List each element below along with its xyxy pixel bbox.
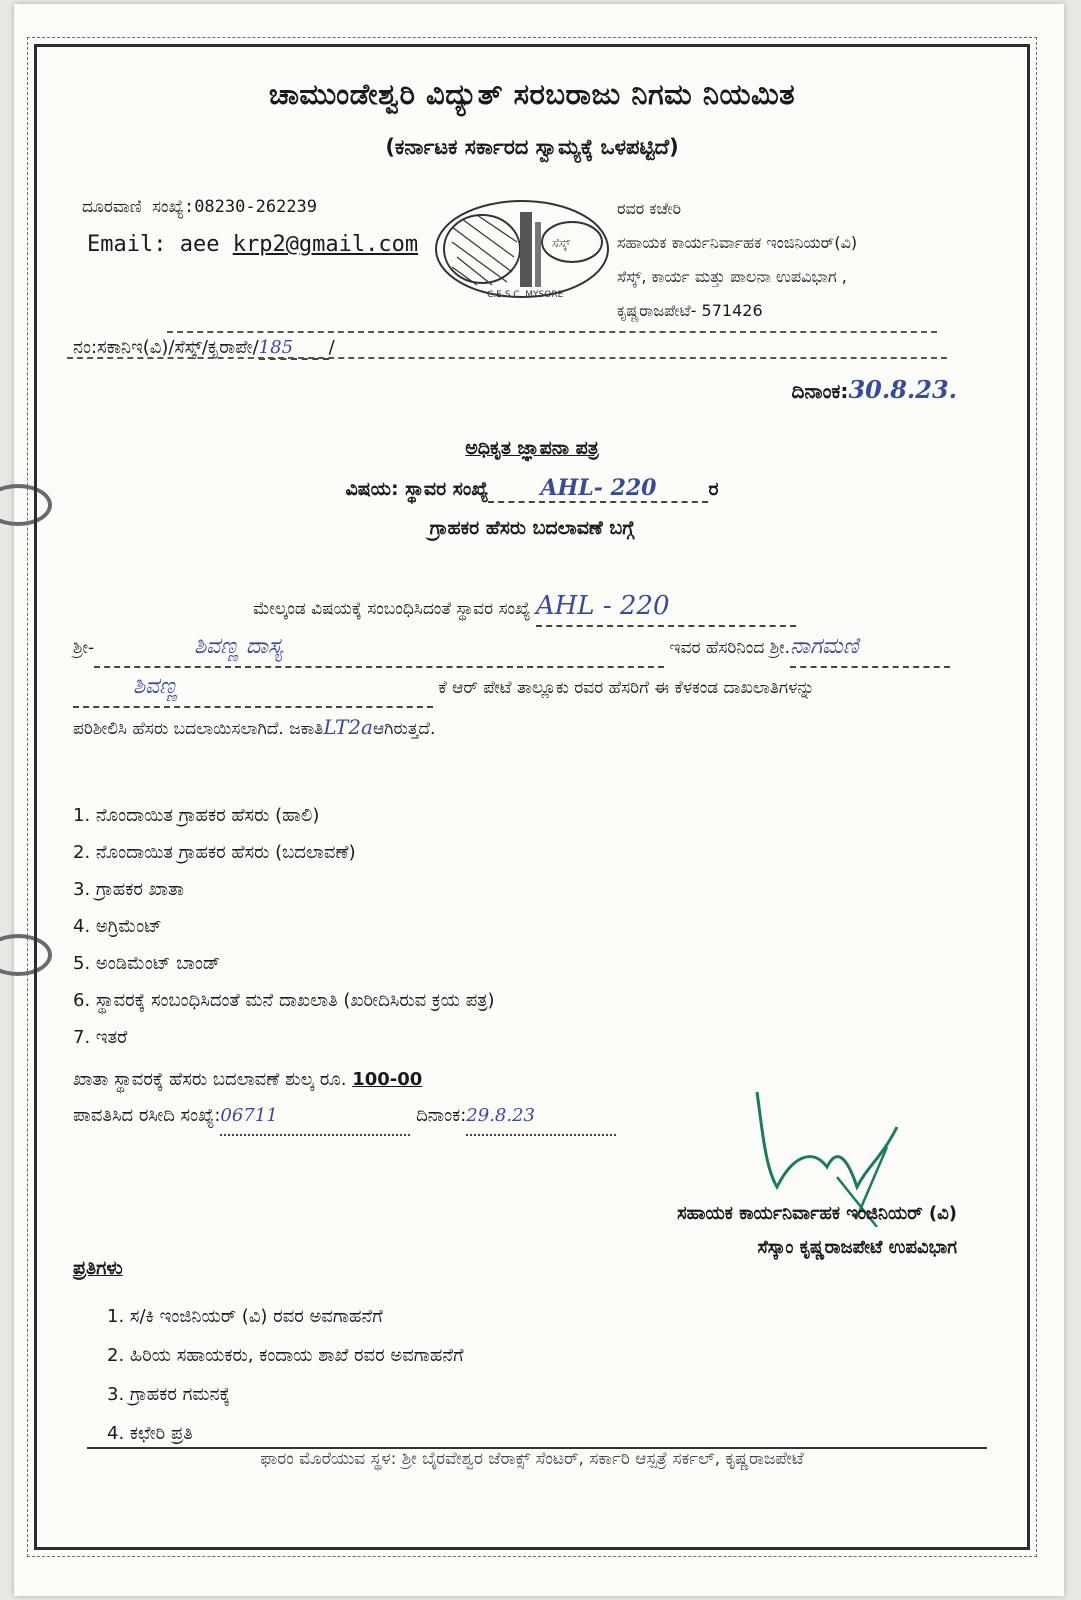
logo-caption: C.E.S.C. MYSORE: [487, 290, 564, 300]
signatory-office: ಸೆಸ್ಕಾಂ ಕೃಷ್ಣರಾಜಪೇಟೆ ಉಪವಿಭಾಗ: [757, 1237, 957, 1258]
cesc-logo-icon: [432, 197, 612, 302]
body-installation-no: AHL - 220: [536, 587, 796, 627]
body-paragraph: [73, 587, 993, 748]
fee-line: [73, 1062, 616, 1098]
taluk-text: ಕೆ ಆರ್ ಪೇಟೆ ತಾಲ್ಲೂಕು ರವರ ಹೆಸರಿಗೆ ಈ ಕೆಳಕಂಡ ದಾಖಲಾತಿಗಳನ್ನು: [438, 678, 815, 698]
body-text-3: ಪರಿಶೀಲಿಸಿ ಹೆಸರು ಬದಲಾಯಿಸಲಾಗಿದೆ. ಜಕಾತಿ: [73, 719, 324, 739]
office-line: ರವರ ಕಚೇರಿ: [617, 199, 682, 218]
copies-title: ಪ್ರತಿಗಳು: [73, 1257, 123, 1279]
svg-text:ಸೆಸ್ಕ್: ಸೆಸ್ಕ್: [552, 236, 571, 250]
ref-divider: [67, 357, 947, 359]
body-text-end: ಆಗಿರುತ್ತದೆ.: [372, 719, 436, 739]
office-line: ಸೆಸ್ಕ್, ಕಾರ್ಯ ಮತ್ತು ಪಾಲನಾ ಉಪವಿಭಾಗ ,: [617, 267, 847, 286]
fee-amount: 100-00: [352, 1069, 423, 1090]
list-item: 2. ಹಿರಿಯ ಸಹಾಯಕರು, ಕಂದಾಯ ಶಾಖೆ ರವರ ಅವಗಾಹನೆಗೆ: [107, 1345, 464, 1366]
date-value: 30.8.23.: [848, 375, 957, 404]
body-line-4: [73, 708, 993, 748]
receipt-date: 29.8.23: [466, 1098, 616, 1136]
subject-line: [37, 475, 1027, 503]
org-name: ಚಾಮುಂಡೇಶ್ವರಿ ವಿದ್ಯುತ್ ಸರಬರಾಜು ನಿಗಮ ನಿಯಮಿತ: [268, 77, 796, 111]
new-consumer-name-2: ಶಿವಣ್ಣ: [73, 668, 433, 708]
new-consumer-name: ನಾಗಮಣಿ: [790, 628, 950, 668]
email-address: [87, 232, 418, 257]
header-divider: [167, 331, 937, 333]
list-item: 7. ಇತರೆ: [73, 1027, 128, 1048]
receipt-line: [73, 1098, 616, 1136]
phone-number: ದೂರವಾಣಿ ಸಂಖ್ಯೆ:08230-262239: [82, 197, 318, 217]
office-line: ಕೃಷ್ಣರಾಜಪೇಟೆ- 571426: [617, 301, 763, 320]
office-address: [617, 192, 857, 328]
letter-date: [791, 375, 957, 404]
body-line-2: ಶ್ರೀ- ಶಿವಣ್ಣ ದಾಸ್ಯ ಇವರ ಹೆಸರಿನಿಂದ ಶ್ರೀ.ನಾಗಮಣಿ: [73, 628, 993, 668]
list-item: 1. ನೊಂದಾಯಿತ ಗ್ರಾಹಕರ ಹೆಸರು (ಹಾಲಿ): [73, 805, 320, 826]
old-consumer-name: ಶಿವಣ್ಣ ದಾಸ್ಯ: [94, 628, 664, 668]
fee-section: [73, 1062, 616, 1136]
date-label: ದಿನಾಂಕ:: [791, 379, 849, 403]
signatory-designation: ಸಹಾಯಕ ಕಾರ್ಯನಿರ್ವಾಹಕ ಇಂಜಿನಿಯರ್ (ವಿ): [677, 1203, 957, 1224]
list-item: 3. ಗ್ರಾಹಕರ ಗಮನಕ್ಕೆ: [107, 1384, 230, 1405]
list-item: 4. ಕಛೇರಿ ಪ್ರತಿ: [107, 1423, 193, 1444]
sri-label: ಶ್ರೀ: [73, 638, 88, 658]
signatory-block: [677, 1197, 957, 1265]
documents-list: [73, 797, 495, 1056]
list-item: 5. ಅಂಡಿಮೆಂಟ್ ಬಾಂಡ್: [73, 953, 221, 974]
from-text: ಇವರ ಹೆಸರಿನಿಂದ ಶ್ರೀ: [669, 638, 785, 658]
tariff-value: LT2a: [323, 715, 373, 739]
email-domain: krp2@gmail.com: [232, 232, 419, 257]
list-item: 4. ಅಗ್ರಿಮೆಂಟ್: [73, 916, 162, 937]
copies-list: [107, 1297, 464, 1453]
list-item: 6. ಸ್ಥಾವರಕ್ಕೆ ಸಂಬಂಧಿಸಿದಂತೆ ಮನೆ ದಾಖಲಾತಿ (ಖರೀದಿಸಿರುವ ಕ್ರಯ ಪತ್ರ): [73, 990, 495, 1011]
office-line: ಸಹಾಯಕ ಕಾರ್ಯನಿರ್ವಾಹಕ ಇಂಜಿನಿಯರ್(ವಿ): [617, 233, 858, 252]
fee-label: ಖಾತಾ ಸ್ಥಾವರಕ್ಕೆ ಹೆಸರು ಬದಲಾವಣೆ ಶುಲ್ಕ ರೂ.: [73, 1069, 347, 1090]
certificate-title: ಅಧಿಕೃತ ಜ್ಞಾಪನಾ ಪತ್ರ: [465, 437, 599, 459]
email-label: Email: aee: [87, 232, 220, 257]
list-item: 2. ನೊಂದಾಯಿತ ಗ್ರಾಹಕರ ಹೆಸರು (ಬದಲಾವಣೆ): [73, 842, 356, 863]
list-item: 1. ಸ/ಕಿ ಇಂಜಿನಿಯರ್ (ವಿ) ರವರ ಅವಗಾಹನೆಗೆ: [107, 1306, 383, 1327]
list-item: 3. ಗ್ರಾಹಕರ ಖಾತಾ: [73, 879, 184, 900]
ref-number: 185: [259, 337, 329, 360]
body-text: ಮೇಲ್ಕಂಡ ವಿಷಯಕ್ಕೆ ಸಂಬಂಧಿಸಿದಂತೆ ಸ್ಥಾವರ ಸಂಖ್ಯೆ: [253, 599, 531, 619]
subject-installation-no: AHL- 220: [488, 475, 708, 503]
subject-suffix: ರ: [708, 478, 719, 500]
subject-line-2: ಗ್ರಾಹಕರ ಹೆಸರು ಬದಲಾವಣೆ ಬಗ್ಗೆ: [429, 517, 635, 539]
receipt-date-label: ದಿನಾಂಕ:: [416, 1105, 467, 1126]
receipt-number: 06711: [220, 1098, 410, 1136]
document-page: [14, 4, 1064, 1596]
body-line-1: [73, 587, 993, 628]
subject-prefix: ವಿಷಯ: ಸ್ಥಾವರ ಸಂಖ್ಯೆ: [345, 478, 489, 500]
footer-note: ಫಾರಂ ಮೊರೆಯುವ ಸ್ಥಳ: ಶ್ರೀ ಬೈರವೇಶ್ವರ ಜೆರಾಕ್ಸ್ ಸೆಂಟರ್, ಸರ್ಕಾರಿ ಆಸ್ಪತ್ರೆ ಸರ್ಕಲ್, ಕೃಷ್ಣರಾಜಪೇಟೆ: [260, 1449, 804, 1469]
ref-prefix: ನಂ:ಸಕಾನಿಇ(ವಿ)/ಸೆಸ್ಕ್/ಕೃರಾಪೇ/: [73, 337, 259, 358]
letter-frame: [34, 44, 1030, 1550]
reference-number: ನಂ:ಸಕಾನಿಇ(ವಿ)/ಸೆಸ್ಕ್/ಕೃರಾಪೇ/185 /: [73, 337, 335, 358]
body-line-3: [73, 668, 993, 708]
receipt-label: ಪಾವತಿಸಿದ ರಸೀದಿ ಸಂಖ್ಯೆ:: [73, 1105, 221, 1126]
org-subtitle: (ಕರ್ನಾಟಕ ಸರ್ಕಾರದ ಸ್ವಾಮ್ಯಕ್ಕೆ ಒಳಪಟ್ಟಿದೆ): [385, 135, 679, 159]
